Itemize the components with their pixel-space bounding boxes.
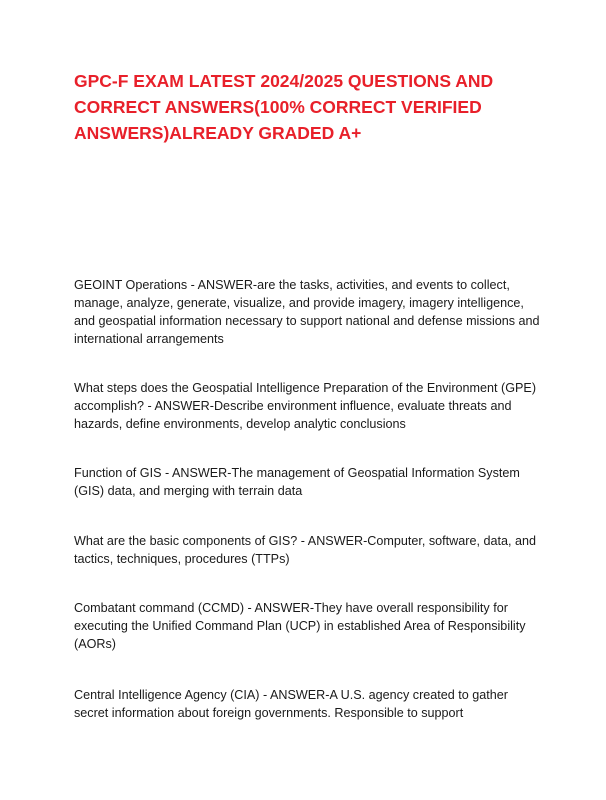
qa-entry-cia: Central Intelligence Agency (CIA) - ANSWER-A U.S. agency created to gather secret information about foreign governments. Responsible to support: [74, 688, 508, 720]
qa-entry-geoint-operations: GEOINT Operations - ANSWER-are the tasks, activities, and events to collect, manage, analyze, generate, visualize, and provide imagery, imagery intelligence, and geospatial information necessary to support national and defense missions and international arrangements: [74, 278, 540, 346]
qa-entry-gis-components: What are the basic components of GIS? - ANSWER-Computer, software, data, and tactics, techniques, procedures (TTPs): [74, 534, 536, 566]
qa-entry-gpe-steps: What steps does the Geospatial Intelligence Preparation of the Environment (GPE) accomplish? - ANSWER-Describe environment influence, evaluate threats and hazards, define environments, develop analytic conclusions: [74, 381, 537, 431]
qa-entry-function-of-gis: Function of GIS - ANSWER-The management of Geospatial Information System (GIS) data, and merging with terrain data: [74, 466, 520, 498]
qa-entry-combatant-command: Combatant command (CCMD) - ANSWER-They have overall responsibility for executing the Unified Command Plan (UCP) in established Area of Responsibility (AORs): [74, 601, 526, 651]
document-title: GPC-F EXAM LATEST 2024/2025 QUESTIONS AND CORRECT ANSWERS(100% CORRECT VERIFIED ANSWERS)ALREADY GRADED A+: [74, 71, 494, 143]
